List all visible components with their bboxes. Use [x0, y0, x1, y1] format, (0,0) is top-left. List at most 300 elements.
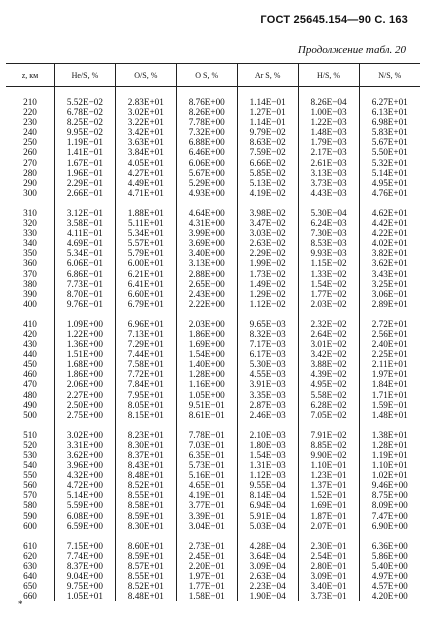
table-row	[6, 440, 420, 450]
value-cell: 4.32E+00	[54, 470, 115, 480]
value-cell: 4.28E−04	[237, 541, 298, 551]
altitude-cell: 600	[23, 520, 37, 531]
altitude-cell: 440	[23, 349, 37, 360]
value-cell: 8.15E+01	[115, 410, 176, 420]
column-header: N/S, %	[359, 64, 420, 87]
value-cell: 3.02E+01	[115, 107, 176, 117]
value-cell: 1.33E−02	[298, 269, 359, 279]
spacer-cell	[298, 198, 359, 208]
data-table-container	[6, 63, 420, 601]
value-cell: 7.17E−03	[237, 339, 298, 349]
value-cell: 8.25E−02	[54, 117, 115, 127]
spacer-cell	[115, 198, 176, 208]
value-cell: 6.94E−04	[237, 500, 298, 510]
value-cell: 1.16E+00	[176, 379, 237, 389]
value-cell: 2.32E−02	[298, 319, 359, 329]
spacer-cell	[54, 87, 115, 98]
value-cell: 3.22E+01	[115, 117, 176, 127]
value-cell: 8.61E−01	[176, 410, 237, 420]
spacer-cell	[359, 309, 420, 319]
value-cell: 5.58E−02	[298, 390, 359, 400]
spacer-cell	[6, 198, 54, 208]
value-cell: 6.86E−01	[54, 269, 115, 279]
altitude-cell: 400	[23, 298, 37, 309]
column-header: z, км	[6, 64, 54, 87]
value-cell: 4.02E+01	[359, 238, 420, 248]
value-cell: 6.66E−02	[237, 158, 298, 168]
value-cell: 2.73E−01	[176, 541, 237, 551]
value-cell: 8.14E−04	[237, 490, 298, 500]
table-row	[6, 228, 420, 238]
value-cell: 1.77E−02	[298, 289, 359, 299]
table-row	[6, 359, 420, 369]
value-cell: 1.40E+00	[176, 359, 237, 369]
value-cell: 7.47E+00	[359, 511, 420, 521]
value-cell: 8.30E+01	[115, 521, 176, 531]
value-cell: 2.72E+01	[359, 319, 420, 329]
table-row	[6, 480, 420, 490]
value-cell: 2.06E+00	[54, 379, 115, 389]
value-cell: 6.88E+00	[176, 137, 237, 147]
value-cell: 4.49E+01	[115, 178, 176, 188]
value-cell: 1.48E+01	[359, 410, 420, 420]
altitude-cell: 550	[23, 470, 37, 481]
spacer-cell	[54, 420, 115, 430]
value-cell: 7.32E+00	[176, 127, 237, 137]
page-header: ГОСТ 25645.154—90 С. 163	[260, 14, 408, 26]
table-row	[6, 248, 420, 258]
spacer-cell	[298, 531, 359, 541]
value-cell: 9.46E+00	[359, 480, 420, 490]
value-cell: 6.06E−01	[54, 258, 115, 268]
value-cell: 3.04E−01	[176, 521, 237, 531]
table-row	[6, 561, 420, 571]
altitude-cell: 480	[23, 389, 37, 400]
value-cell: 1.31E−03	[237, 460, 298, 470]
value-cell: 3.58E−01	[54, 218, 115, 228]
value-cell: 5.83E+01	[359, 127, 420, 137]
altitude-cell: 250	[23, 137, 37, 148]
value-cell: 8.30E+01	[115, 440, 176, 450]
value-cell: 6.36E+00	[359, 541, 420, 551]
spacer-cell	[176, 420, 237, 430]
value-cell: 1.86E+00	[54, 369, 115, 379]
altitude-cell: 310	[23, 207, 37, 218]
value-cell: 7.44E+01	[115, 349, 176, 359]
value-cell: 3.99E+00	[176, 228, 237, 238]
value-cell: 2.29E−02	[237, 248, 298, 258]
value-cell: 1.41E−01	[54, 147, 115, 157]
value-cell: 7.58E+01	[115, 359, 176, 369]
value-cell: 8.26E+00	[176, 107, 237, 117]
value-cell: 1.05E+00	[176, 390, 237, 400]
table-row	[6, 581, 420, 591]
value-cell: 7.15E+00	[54, 541, 115, 551]
value-cell: 1.36E+00	[54, 339, 115, 349]
value-cell: 8.59E+01	[115, 551, 176, 561]
value-cell: 9.75E+00	[54, 581, 115, 591]
value-cell: 1.12E−02	[237, 299, 298, 309]
value-cell: 2.80E−01	[298, 561, 359, 571]
altitude-cell: 430	[23, 339, 37, 350]
value-cell: 1.52E−01	[298, 490, 359, 500]
value-cell: 3.03E−02	[237, 228, 298, 238]
value-cell: 2.65E−00	[176, 279, 237, 289]
value-cell: 4.69E−01	[54, 238, 115, 248]
value-cell: 6.24E−03	[298, 218, 359, 228]
value-cell: 4.39E−02	[298, 369, 359, 379]
column-header: He/S, %	[54, 64, 115, 87]
spacer-cell	[6, 420, 54, 430]
value-cell: 5.14E+01	[359, 168, 420, 178]
altitude-cell: 210	[23, 97, 37, 107]
value-cell: 5.30E−03	[237, 359, 298, 369]
table-row	[6, 500, 420, 510]
value-cell: 6.08E+00	[54, 511, 115, 521]
altitude-cell: 280	[23, 167, 37, 178]
value-cell: 2.25E+01	[359, 349, 420, 359]
value-cell: 5.91E−04	[237, 511, 298, 521]
table-body	[6, 87, 420, 602]
table-row	[6, 289, 420, 299]
table-row	[6, 97, 420, 107]
altitude-cell: 660	[23, 591, 37, 602]
value-cell: 9.04E+00	[54, 571, 115, 581]
spacer-cell	[237, 531, 298, 541]
value-cell: 4.97E+00	[359, 571, 420, 581]
value-cell: 2.45E−01	[176, 551, 237, 561]
value-cell: 1.73E−02	[237, 269, 298, 279]
table-row	[6, 541, 420, 551]
value-cell: 4.71E+01	[115, 188, 176, 198]
value-cell: 6.00E+01	[115, 258, 176, 268]
spacer-cell	[115, 87, 176, 98]
altitude-cell: 510	[23, 429, 37, 440]
value-cell: 1.09E+00	[54, 319, 115, 329]
altitude-cell: 410	[23, 318, 37, 329]
column-header: O S, %	[176, 64, 237, 87]
value-cell: 5.86E+00	[359, 551, 420, 561]
value-cell: 2.20E−01	[176, 561, 237, 571]
value-cell: 5.34E+01	[115, 228, 176, 238]
value-cell: 2.56E+01	[359, 329, 420, 339]
value-cell: 7.91E−02	[298, 430, 359, 440]
value-cell: 1.05E+01	[54, 591, 115, 601]
spacer-cell	[54, 531, 115, 541]
altitude-cell: 460	[23, 369, 37, 380]
group-spacer-row	[6, 420, 420, 430]
value-cell: 3.43E+01	[359, 269, 420, 279]
value-cell: 4.22E+01	[359, 228, 420, 238]
value-cell: 5.67E+01	[359, 137, 420, 147]
value-cell: 8.26E−04	[298, 97, 359, 107]
value-cell: 1.15E−02	[298, 258, 359, 268]
table-row	[6, 168, 420, 178]
altitude-cell: 560	[23, 480, 37, 491]
value-cell: 8.55E+01	[115, 571, 176, 581]
value-cell: 1.22E−03	[298, 117, 359, 127]
value-cell: 2.30E−01	[298, 541, 359, 551]
group-spacer-row	[6, 87, 420, 98]
value-cell: 3.96E+00	[54, 460, 115, 470]
value-cell: 9.65E−03	[237, 319, 298, 329]
altitude-cell: 630	[23, 560, 37, 571]
value-cell: 9.79E−02	[237, 127, 298, 137]
table-row	[6, 511, 420, 521]
value-cell: 2.89E+01	[359, 299, 420, 309]
value-cell: 4.72E+00	[54, 480, 115, 490]
spacer-cell	[298, 420, 359, 430]
value-cell: 9.55E−04	[237, 480, 298, 490]
value-cell: 8.52E+01	[115, 480, 176, 490]
value-cell: 1.79E−03	[298, 137, 359, 147]
table-continuation-caption: Продолжение табл. 20	[297, 44, 406, 56]
value-cell: 4.19E−01	[176, 490, 237, 500]
value-cell: 7.84E+01	[115, 379, 176, 389]
value-cell: 6.90E+00	[359, 521, 420, 531]
table-row	[6, 258, 420, 268]
value-cell: 3.98E−02	[237, 208, 298, 218]
value-cell: 3.91E−03	[237, 379, 298, 389]
value-cell: 8.43E+01	[115, 460, 176, 470]
value-cell: 7.05E−02	[298, 410, 359, 420]
value-cell: 1.86E+00	[176, 329, 237, 339]
value-cell: 2.75E+00	[54, 410, 115, 420]
spacer-cell	[237, 309, 298, 319]
value-cell: 8.59E+01	[115, 511, 176, 521]
value-cell: 9.95E−02	[54, 127, 115, 137]
spacer-cell	[298, 309, 359, 319]
value-cell: 1.68E+00	[54, 359, 115, 369]
value-cell: 2.46E−03	[237, 410, 298, 420]
altitude-cell: 360	[23, 258, 37, 269]
altitude-cell: 570	[23, 490, 37, 501]
value-cell: 5.73E−01	[176, 460, 237, 470]
value-cell: 1.51E+00	[54, 349, 115, 359]
value-cell: 5.13E−02	[237, 178, 298, 188]
spacer-cell	[176, 87, 237, 98]
value-cell: 1.69E+00	[176, 339, 237, 349]
table-row	[6, 390, 420, 400]
spacer-cell	[176, 198, 237, 208]
value-cell: 4.20E+00	[359, 591, 420, 601]
value-cell: 1.23E−01	[298, 470, 359, 480]
value-cell: 5.14E+00	[54, 490, 115, 500]
table-row	[6, 127, 420, 137]
value-cell: 5.52E−02	[54, 97, 115, 107]
value-cell: 1.77E−01	[176, 581, 237, 591]
altitude-cell: 540	[23, 460, 37, 471]
value-cell: 2.11E+01	[359, 359, 420, 369]
value-cell: 5.16E−01	[176, 470, 237, 480]
value-cell: 1.87E−01	[298, 511, 359, 521]
value-cell: 1.49E−02	[237, 279, 298, 289]
spacer-cell	[6, 87, 54, 98]
value-cell: 1.19E+01	[359, 450, 420, 460]
spacer-cell	[359, 198, 420, 208]
value-cell: 2.87E−03	[237, 400, 298, 410]
value-cell: 1.14E−01	[237, 97, 298, 107]
table-row	[6, 349, 420, 359]
value-cell: 3.13E+00	[176, 258, 237, 268]
value-cell: 2.10E−03	[237, 430, 298, 440]
value-cell: 3.13E−03	[298, 168, 359, 178]
altitude-cell: 260	[23, 147, 37, 158]
value-cell: 3.73E−01	[298, 591, 359, 601]
spacer-cell	[237, 87, 298, 98]
value-cell: 3.84E+01	[115, 147, 176, 157]
value-cell: 3.63E+01	[115, 137, 176, 147]
value-cell: 8.53E−03	[298, 238, 359, 248]
altitude-cell: 270	[23, 157, 37, 168]
value-cell: 2.17E−03	[298, 147, 359, 157]
value-cell: 4.27E+01	[115, 168, 176, 178]
value-cell: 8.05E+01	[115, 400, 176, 410]
value-cell: 1.97E−01	[176, 571, 237, 581]
data-table	[6, 63, 420, 601]
group-spacer-row	[6, 309, 420, 319]
value-cell: 4.93E+00	[176, 188, 237, 198]
value-cell: 8.48E+01	[115, 591, 176, 601]
altitude-cell: 320	[23, 218, 37, 229]
value-cell: 1.84E+01	[359, 379, 420, 389]
altitude-cell: 620	[23, 550, 37, 561]
altitude-cell: 500	[23, 409, 37, 420]
value-cell: 8.55E+01	[115, 490, 176, 500]
value-cell: 6.78E−02	[54, 107, 115, 117]
value-cell: 9.51E−01	[176, 400, 237, 410]
altitude-cell: 290	[23, 177, 37, 188]
value-cell: 2.88E+00	[176, 269, 237, 279]
value-cell: 7.29E+01	[115, 339, 176, 349]
value-cell: 6.28E−02	[298, 400, 359, 410]
group-spacer-row	[6, 198, 420, 208]
value-cell: 7.95E+01	[115, 390, 176, 400]
value-cell: 3.02E+00	[54, 430, 115, 440]
value-cell: 1.38E+01	[359, 430, 420, 440]
value-cell: 8.70E−01	[54, 289, 115, 299]
table-row	[6, 178, 420, 188]
value-cell: 3.62E+00	[54, 450, 115, 460]
table-row	[6, 158, 420, 168]
value-cell: 2.43E+00	[176, 289, 237, 299]
value-cell: 3.06E−01	[359, 289, 420, 299]
value-cell: 4.62E+01	[359, 208, 420, 218]
altitude-cell: 340	[23, 238, 37, 249]
value-cell: 8.58E+01	[115, 500, 176, 510]
value-cell: 4.31E+00	[176, 218, 237, 228]
value-cell: 4.11E−01	[54, 228, 115, 238]
spacer-cell	[359, 531, 420, 541]
table-row	[6, 137, 420, 147]
table-row	[6, 470, 420, 480]
table-row	[6, 571, 420, 581]
spacer-cell	[359, 420, 420, 430]
value-cell: 5.50E+01	[359, 147, 420, 157]
value-cell: 1.37E−01	[298, 480, 359, 490]
value-cell: 3.69E+00	[176, 238, 237, 248]
value-cell: 2.22E+00	[176, 299, 237, 309]
value-cell: 1.96E−01	[54, 168, 115, 178]
value-cell: 3.31E+00	[54, 440, 115, 450]
value-cell: 5.32E+01	[359, 158, 420, 168]
value-cell: 7.59E−02	[237, 147, 298, 157]
value-cell: 4.05E+01	[115, 158, 176, 168]
value-cell: 8.23E+01	[115, 430, 176, 440]
table-row	[6, 269, 420, 279]
altitude-cell: 470	[23, 379, 37, 390]
value-cell: 1.10E−01	[298, 460, 359, 470]
value-cell: 8.48E+01	[115, 470, 176, 480]
value-cell: 2.29E−01	[54, 178, 115, 188]
altitude-cell: 380	[23, 278, 37, 289]
value-cell: 3.09E−04	[237, 561, 298, 571]
value-cell: 7.03E−01	[176, 440, 237, 450]
table-row	[6, 147, 420, 157]
value-cell: 6.46E+00	[176, 147, 237, 157]
value-cell: 5.29E+00	[176, 178, 237, 188]
footnote-mark: *	[18, 599, 23, 609]
value-cell: 8.37E+00	[54, 561, 115, 571]
value-cell: 1.54E−03	[237, 450, 298, 460]
value-cell: 7.78E+00	[176, 117, 237, 127]
value-cell: 2.23E−04	[237, 581, 298, 591]
value-cell: 1.97E+01	[359, 369, 420, 379]
table-row	[6, 299, 420, 309]
value-cell: 6.21E+01	[115, 269, 176, 279]
value-cell: 8.75E+00	[359, 490, 420, 500]
table-row	[6, 319, 420, 329]
value-cell: 3.62E+01	[359, 258, 420, 268]
spacer-cell	[115, 309, 176, 319]
value-cell: 1.22E+00	[54, 329, 115, 339]
value-cell: 1.80E−03	[237, 440, 298, 450]
value-cell: 8.52E+01	[115, 581, 176, 591]
value-cell: 2.64E−02	[298, 329, 359, 339]
spacer-cell	[176, 309, 237, 319]
group-spacer-row	[6, 531, 420, 541]
altitude-cell: 450	[23, 359, 37, 370]
spacer-cell	[359, 87, 420, 98]
value-cell: 6.17E−03	[237, 349, 298, 359]
value-cell: 1.54E−02	[298, 279, 359, 289]
table-row	[6, 521, 420, 531]
altitude-cell: 650	[23, 581, 37, 592]
value-cell: 4.57E+00	[359, 581, 420, 591]
value-cell: 2.03E+00	[176, 319, 237, 329]
altitude-cell: 590	[23, 510, 37, 521]
table-row	[6, 551, 420, 561]
value-cell: 5.59E+00	[54, 500, 115, 510]
value-cell: 1.88E+01	[115, 208, 176, 218]
value-cell: 5.79E+01	[115, 248, 176, 258]
value-cell: 3.88E−02	[298, 359, 359, 369]
value-cell: 7.72E+01	[115, 369, 176, 379]
value-cell: 2.07E−01	[298, 521, 359, 531]
altitude-cell: 490	[23, 399, 37, 410]
spacer-cell	[115, 531, 176, 541]
value-cell: 4.65E−01	[176, 480, 237, 490]
altitude-cell: 230	[23, 117, 37, 128]
value-cell: 6.41E+01	[115, 279, 176, 289]
value-cell: 2.50E+00	[54, 400, 115, 410]
value-cell: 1.19E−01	[54, 137, 115, 147]
value-cell: 5.11E+01	[115, 218, 176, 228]
value-cell: 1.67E−01	[54, 158, 115, 168]
table-row	[6, 369, 420, 379]
altitude-cell: 330	[23, 228, 37, 239]
altitude-cell: 300	[23, 187, 37, 198]
